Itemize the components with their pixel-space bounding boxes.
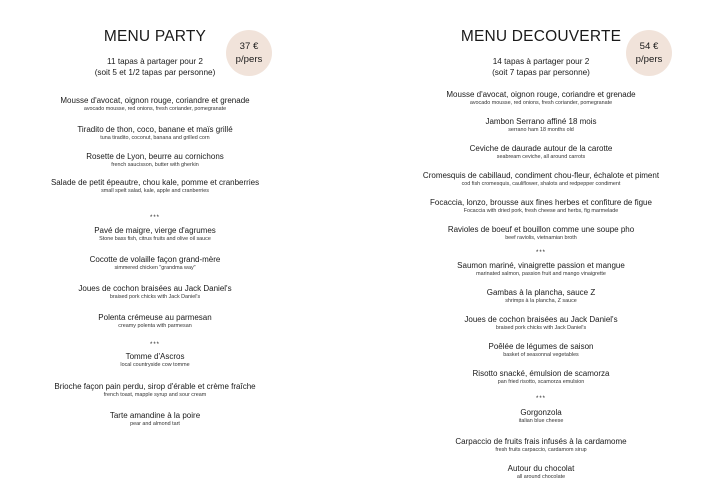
dish-name: Mousse d'avocat, oignon rouge, coriandre et grenade <box>60 96 250 105</box>
dish-name: Gambas à la plancha, sauce Z <box>486 288 596 297</box>
dish-name: Tiradito de thon, coco, banane et maïs grillé <box>77 125 233 134</box>
dish-description: avocado mousse, red onions, fresh coriander, pomegranate <box>469 100 613 106</box>
dish-description: Focaccia with dried pork, fresh cheese and herbs, fig marmelade <box>463 208 619 214</box>
section-separator <box>386 250 696 257</box>
menu-decouverte-title: MENU DECOUVERTE <box>460 28 622 45</box>
dish-name: Rosette de Lyon, beurre au cornichons <box>86 152 224 161</box>
dish-description: braised pork chicks with Jack Daniel's <box>495 325 587 331</box>
dish-description: serrano ham 18 months old <box>508 127 574 133</box>
dish-description: shrimps à la plancha, Z sauce <box>505 298 577 304</box>
dish-name: Ceviche de daurade autour de la carotte <box>469 144 613 153</box>
dish-description: braised pork chicks with Jack Daniel's <box>109 294 201 300</box>
dish-description: beef raviolis, vietnamian broth <box>505 235 577 241</box>
price-amount: 54 € <box>639 41 659 52</box>
separator-stars: *** <box>535 250 546 256</box>
dish-name: Jambon Serrano affiné 18 mois <box>485 117 597 126</box>
menu-item <box>386 288 696 305</box>
price-amount: 37 € <box>239 41 259 52</box>
menu-item <box>0 284 310 301</box>
price-unit: p/pers <box>635 54 663 65</box>
menu-item <box>386 198 696 215</box>
dish-name: Mousse d'avocat, oignon rouge, coriandre et grenade <box>446 90 636 99</box>
menu-item <box>0 352 310 369</box>
dish-description: french toast, mapple syrup and sour cream <box>103 392 207 398</box>
menu-item <box>0 313 310 330</box>
dish-name: Tarte amandine à la poire <box>109 411 201 420</box>
dish-name: Joues de cochon braisées au Jack Daniel's <box>464 315 618 324</box>
dish-description: pan fried risotto, scamorza emulsion <box>497 379 585 385</box>
menu-party-price-badge <box>226 30 272 76</box>
menu-decouverte-price-badge <box>626 30 672 76</box>
dish-description: fresh fruits carpaccio, cardamom sirup <box>495 447 587 453</box>
menu-party-subtitle-2: (soit 5 et 1/2 tapas par personne) <box>94 68 216 77</box>
dish-description: creamy polenta with parmesan <box>118 323 192 329</box>
menu-item <box>386 437 696 454</box>
dish-name: Ravioles de boeuf et bouillon comme une soupe pho <box>447 225 635 234</box>
menu-item <box>386 369 696 386</box>
dish-name: Joues de cochon braisées au Jack Daniel's <box>78 284 232 293</box>
menu-item <box>0 226 310 243</box>
section-separator <box>0 215 310 222</box>
menu-item <box>386 315 696 332</box>
menu-party-subtitle-1: 11 tapas à partager pour 2 <box>107 57 203 66</box>
dish-name: Gorgonzola <box>520 408 562 417</box>
dish-name: Cromesquis de cabillaud, condiment chou-fleur, échalote et piment <box>422 171 660 180</box>
menu-item <box>0 255 310 272</box>
menu-item <box>386 171 696 188</box>
dish-description: french saucisson, butter with gherkin <box>111 162 199 168</box>
dish-description: Stone bass fish, citrus fruits and olive oil sauce <box>99 236 211 242</box>
dish-name: Cocotte de volaille façon grand-mère <box>89 255 221 264</box>
dish-description: simmered chicken "grandma way" <box>114 265 196 271</box>
dish-description: local countryside cow tomme <box>120 362 190 368</box>
dish-description: marinated salmon, passion fruit and mango vinaigrette <box>476 271 606 277</box>
menu-party-title: MENU PARTY <box>103 28 207 45</box>
dish-name: Carpaccio de fruits frais infusés à la cardamome <box>455 437 627 446</box>
dish-description: cod fish cromesquis, cauliflower, shalots and redpepper condiment <box>461 181 621 187</box>
dish-name: Risotto snacké, émulsion de scamorza <box>472 369 610 378</box>
dish-name: Focaccia, lonzo, brousse aux fines herbes et confiture de figue <box>430 198 652 207</box>
separator-stars: *** <box>149 215 160 221</box>
dish-description: pear and almond tart <box>130 421 180 427</box>
menu-item <box>0 411 310 428</box>
menu-item <box>0 382 310 399</box>
separator-stars: *** <box>149 342 160 348</box>
menu-item <box>386 225 696 242</box>
menu-item <box>0 178 310 195</box>
menu-item <box>386 261 696 278</box>
menu-item <box>386 464 696 481</box>
dish-description: seabream ceviche, all around carrots <box>496 154 586 160</box>
separator-stars: *** <box>535 396 546 402</box>
dish-name: Polenta crémeuse au parmesan <box>98 313 212 322</box>
price-unit: p/pers <box>235 54 263 65</box>
menu-item <box>386 408 696 425</box>
menu-item <box>0 96 310 113</box>
dish-description: italian blue cheese <box>518 418 564 424</box>
menu-item <box>386 90 696 107</box>
menu-item <box>0 125 310 142</box>
dish-description: avocado mousse, red onions, fresh coriander, pomegranate <box>83 106 227 112</box>
dish-description: basket of seasonnal vegetables <box>503 352 579 358</box>
dish-description: tuna tiradito, coconut, banana and grilled corn <box>100 135 210 141</box>
menu-item <box>0 152 310 169</box>
dish-name: Pavé de maigre, vierge d'agrumes <box>94 226 216 235</box>
dish-name: Autour du chocolat <box>507 464 575 473</box>
dish-name: Tomme d'Ascros <box>125 352 185 361</box>
menu-decouverte-subtitle-1: 14 tapas à partager pour 2 <box>492 57 590 66</box>
section-separator <box>0 342 310 349</box>
section-separator <box>386 396 696 403</box>
menu-item <box>386 144 696 161</box>
menu-item <box>386 342 696 359</box>
menu-item <box>386 117 696 134</box>
menu-decouverte-subtitle-2: (soit 7 tapas par personne) <box>492 68 590 77</box>
dish-name: Brioche façon pain perdu, sirop d'érable et crème fraîche <box>54 382 256 391</box>
dish-description: small spelt salad, kale, apple and cranberries <box>101 188 209 194</box>
dish-description: all around chocolate <box>516 474 566 480</box>
dish-name: Salade de petit épeautre, chou kale, pomme et cranberries <box>50 178 260 187</box>
dish-name: Poêlée de légumes de saison <box>488 342 594 351</box>
dish-name: Saumon mariné, vinaigrette passion et mangue <box>457 261 625 270</box>
